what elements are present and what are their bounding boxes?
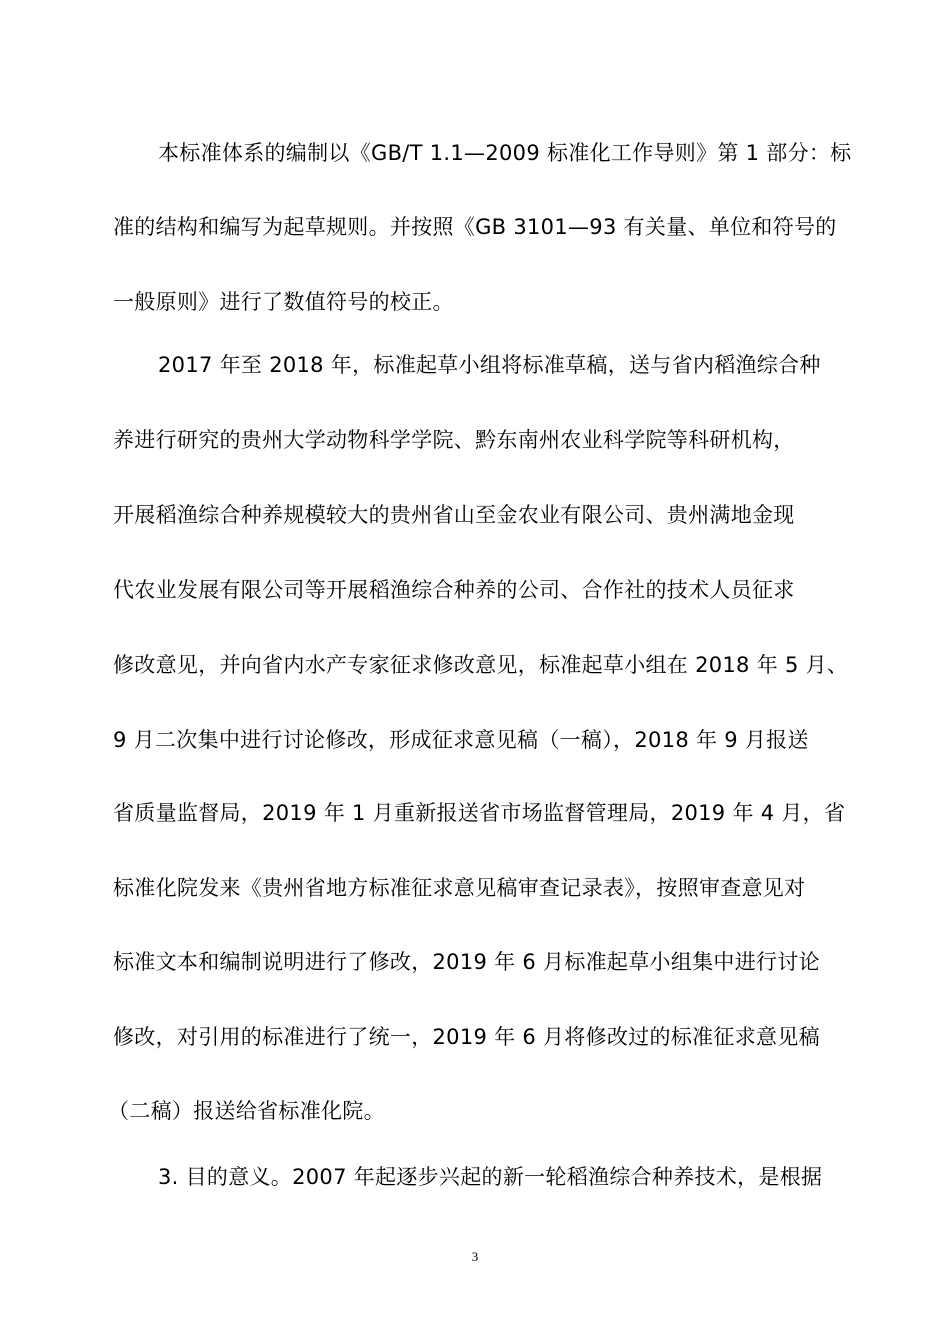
paragraph-2-line-1: 2017 年至 2018 年，标准起草小组将标准草稿，送与省内稻渔综合种 [158, 353, 821, 377]
paragraph-1-line-3: 一般原则》进行了数值符号的校正。 [113, 290, 454, 314]
paragraph-2-line-4: 代农业发展有限公司等开展稻渔综合种养的公司、合作社的技术人员征求 [113, 578, 795, 602]
paragraph-2-line-10: 修改，对引用的标准进行了统一，2019 年 6 月将修改过的标准征求意见稿 [113, 1025, 820, 1049]
paragraph-3-line-1: 3. 目的意义。2007 年起逐步兴起的新一轮稻渔综合种养技术，是根据 [158, 1165, 823, 1189]
paragraph-1-line-2: 准的结构和编写为起草规则。并按照《GB 3101—93 有关量、单位和符号的 [113, 215, 837, 239]
paragraph-2-line-6: 9 月二次集中进行讨论修改，形成征求意见稿（一稿），2018 年 9 月报送 [113, 728, 809, 752]
paragraph-2-line-2: 养进行研究的贵州大学动物科学学院、黔东南州农业科学院等科研机构， [113, 428, 795, 452]
paragraph-2-line-11: （二稿）报送给省标准化院。 [108, 1099, 385, 1123]
paragraph-2-line-8: 标准化院发来《贵州省地方标准征求意见稿审查记录表》，按照审查意见对 [113, 876, 806, 900]
paragraph-2-line-3: 开展稻渔综合种养规模较大的贵州省山至金农业有限公司、贵州满地金现 [113, 503, 795, 527]
paragraph-2-line-7: 省质量监督局，2019 年 1 月重新报送省市场监督管理局，2019 年 4 月，省 [113, 801, 846, 825]
paragraph-1-line-1: 本标准体系的编制以《GB/T 1.1—2009 标准化工作导则》第 1 部分：标 [158, 141, 852, 165]
paragraph-2-line-5: 修改意见，并向省内水产专家征求修改意见，标准起草小组在 2018 年 5 月、 [113, 653, 849, 677]
page-number: 3 [471, 1249, 479, 1264]
paragraph-2-line-9: 标准文本和编制说明进行了修改，2019 年 6 月标准起草小组集中进行讨论 [113, 950, 820, 974]
